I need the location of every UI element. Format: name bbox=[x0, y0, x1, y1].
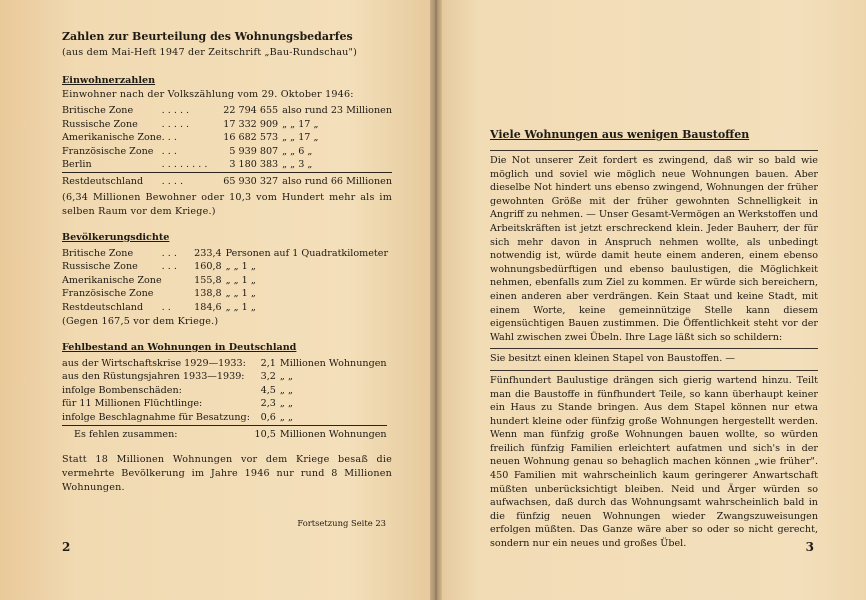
dichte-heading: Bevölkerungsdichte bbox=[62, 231, 170, 243]
shortage-value: 10,5 bbox=[250, 425, 280, 441]
table-row bbox=[62, 287, 388, 301]
rounded-note: „ „ 6 „ bbox=[282, 145, 313, 157]
table-row bbox=[62, 357, 387, 371]
rounded-note: also rund 66 Millionen bbox=[282, 172, 392, 188]
fehlbestand-heading: Fehlbestand an Wohnungen in Deutschland bbox=[62, 341, 297, 353]
rounded-note: also rund 23 Millionen bbox=[282, 105, 392, 116]
rounded-note: „ „ 3 „ bbox=[282, 159, 313, 171]
zone-label: Französische Zone bbox=[62, 288, 154, 300]
rounded-note: „ „ 17 „ bbox=[282, 118, 319, 130]
zone-label: Britische Zone bbox=[62, 105, 134, 116]
paragraph: Die Not unserer Zeit fordert es zwingend, daß wir so bald wie möglich und soviel wie möglich neue Wohnungen bauen. Aber dieselbe Not hindert uns ebenso zwingend, Wohnungen der früher gewohnten Größe mit der früher gewohnten Schnelligkeit in Angriff zu nehmen. — Unser Gesamt-Vermögen an Werkstoffen und Arbeitskräften ist jetzt erschreckend klein. Jeder Bauherr, der für sich mehr davon in Anspruch nehmen wollte, als unbedingt notwendig ist, würde damit heute einem anderen, einem ebenso wohnungsbedürftigen und ebenso baulustigen, die Möglichkeit nehmen, ebenfalls zum Ziel zu kommen. Er würde sich bereichern, einen anderen aber verdrängen. Kein Staat und keine Stadt, mit einem Worte, keine gemeinnützige Stelle kann diesem eigensüchtigen Bauen zustimmen. Die Öffentlichkeit steht vor der Wahl zwischen zwei Übeln. Ihre Lage läßt sich so schildern: bbox=[490, 150, 818, 344]
density-value: 233,4 bbox=[194, 247, 222, 259]
zone-label: Amerikanische Zone bbox=[62, 132, 162, 144]
density-note: „ „ 1 „ bbox=[225, 288, 256, 300]
shortage-value: 3,2 bbox=[260, 371, 276, 383]
density-value: 138,8 bbox=[194, 288, 222, 300]
table-row bbox=[62, 411, 387, 425]
table-row bbox=[62, 370, 387, 384]
shortage-note: „ „ bbox=[279, 384, 293, 396]
table-row bbox=[62, 397, 387, 411]
zone-label: Russische Zone bbox=[62, 261, 138, 273]
density-note: „ „ 1 „ bbox=[225, 274, 256, 286]
dots: . . . . . bbox=[161, 105, 190, 116]
zone-label: Französische Zone bbox=[62, 145, 154, 157]
shortage-note: Millionen Wohnungen bbox=[279, 357, 387, 369]
table-row bbox=[62, 274, 388, 288]
table-row bbox=[62, 301, 388, 315]
dots bbox=[162, 274, 190, 288]
shortage-label: aus den Rüstungsjahren 1933—1939: bbox=[62, 371, 245, 383]
table-row bbox=[62, 260, 388, 274]
dichte-table bbox=[62, 247, 388, 315]
einwohner-remark: (6,34 Millionen Bewohner oder 10,3 vom Hundert mehr als im selben Raum vor dem Kriege.) bbox=[62, 191, 392, 217]
fehlbestand-table bbox=[62, 357, 387, 442]
shortage-label: infolge Bombenschäden: bbox=[62, 384, 182, 396]
shortage-note: Millionen Wohnungen bbox=[280, 425, 387, 441]
dots: . . . . bbox=[162, 172, 221, 188]
dots: . . . bbox=[161, 261, 177, 273]
rounded-note: „ „ 17 „ bbox=[282, 132, 319, 144]
dots bbox=[162, 287, 190, 301]
right-page-title: Viele Wohnungen aus wenigen Baustoffen bbox=[490, 128, 750, 141]
einwohner-intro: Einwohner nach der Volkszählung vom 29. Oktober 1946: bbox=[62, 89, 354, 100]
zone-label: Amerikanische Zone bbox=[62, 274, 162, 286]
table-total-row bbox=[62, 425, 387, 441]
einwohner-heading: Einwohnerzahlen bbox=[62, 75, 156, 86]
right-page bbox=[436, 0, 866, 600]
table-row bbox=[62, 118, 392, 132]
shortage-value: 2,3 bbox=[260, 398, 276, 410]
dots: . . . bbox=[161, 247, 177, 259]
paragraph: Fünfhundert Baulustige drängen sich gierig wartend hinzu. Teilt man die Baustoffe in fünfhundert Teile, so kann überhaupt keiner ein Haus zu Stande bringen. Aus dem Stapel können nur etwa hundert kleine oder fünfzig große Wohnungen hergestellt werden. Wenn man fünfzig große Wohnungen bauen wollte, so würden freilich fünfzig Familien erleichtert aufatmen und sich's in der neuen Wohnung genau so behaglich machen können „wie früher". 450 Familien mit wahrscheinlich kaum geringerer Anwartschaft müßten unberücksichtigt bleiben. Neid und Ärger würden so aufwachsen, daß durch das Wohnungsamt wahrscheinlich bald in die fünfzig neuen Wohnungen wieder Zwangszuweisungen erfolgen müßten. Das Ganze wäre aber so oder so nicht gerecht, sondern nur ein neues und großes Übel. bbox=[490, 370, 818, 551]
shortage-label: infolge Beschlagnahme für Besatzung: bbox=[62, 411, 250, 423]
population-value: 3 180 383 bbox=[229, 159, 279, 171]
dots: . . . . . . . . bbox=[161, 159, 208, 171]
shortage-value: 0,6 bbox=[260, 411, 276, 423]
zone-label: Britische Zone bbox=[62, 247, 134, 259]
population-value: 5 939 807 bbox=[229, 145, 279, 157]
table-row bbox=[62, 104, 392, 118]
table-row bbox=[62, 145, 392, 159]
table-row bbox=[62, 247, 388, 261]
population-value: 16 682 573 bbox=[223, 132, 279, 144]
population-value: 65 930 327 bbox=[221, 172, 282, 188]
dichte-remark: (Gegen 167,5 vor dem Kriege.) bbox=[62, 315, 219, 327]
zone-label: Restdeutschland bbox=[62, 172, 162, 188]
density-value: 155,8 bbox=[194, 274, 222, 286]
einwohner-table bbox=[62, 104, 392, 189]
table-total-row bbox=[62, 172, 392, 188]
closing-text: Statt 18 Millionen Wohnungen vor dem Kriege besaß die vermehrte Bevölkerung im Jahre 1946 nur rund 8 Millionen Wohnungen. bbox=[62, 454, 392, 494]
density-value: 160,8 bbox=[194, 261, 222, 273]
zone-label: Restdeutschland bbox=[62, 301, 144, 313]
dots: . . bbox=[161, 301, 171, 313]
shortage-value: 2,1 bbox=[260, 357, 276, 369]
shortage-label: für 11 Millionen Flüchtlinge: bbox=[62, 398, 203, 410]
dots: . . . bbox=[161, 132, 177, 144]
left-page-subtitle: (aus dem Mai-Heft 1947 der Zeitschrift „Bau-Rundschau") bbox=[62, 47, 358, 58]
population-value: 22 794 655 bbox=[223, 105, 279, 116]
shortage-note: „ „ bbox=[279, 411, 293, 423]
density-note: „ „ 1 „ bbox=[225, 261, 256, 273]
paragraph: Sie besitzt einen kleinen Stapel von Baustoffen. — bbox=[490, 348, 818, 366]
dots: . . . . . bbox=[161, 118, 190, 130]
shortage-note: „ „ bbox=[279, 371, 293, 383]
shortage-note: „ „ bbox=[279, 398, 293, 410]
density-value: 184,6 bbox=[194, 301, 222, 313]
dots: . . . bbox=[161, 145, 177, 157]
continuation-note: Fortsetzung Seite 23 bbox=[297, 518, 386, 528]
shortage-value: 4,5 bbox=[260, 384, 276, 396]
zone-label: Russische Zone bbox=[62, 118, 138, 130]
table-row bbox=[62, 131, 392, 145]
book-gutter bbox=[430, 0, 442, 600]
population-value: 17 332 909 bbox=[223, 118, 279, 130]
density-note: „ „ 1 „ bbox=[225, 301, 256, 313]
left-page-title: Zahlen zur Beurteilung des Wohnungsbedarfes bbox=[62, 30, 353, 43]
density-note: Personen auf 1 Quadratkilometer bbox=[225, 247, 389, 259]
page-number: 2 bbox=[62, 540, 71, 554]
shortage-label: aus der Wirtschaftskrise 1929—1933: bbox=[62, 357, 246, 369]
zone-label: Berlin bbox=[62, 159, 92, 171]
page-number: 3 bbox=[805, 540, 814, 554]
shortage-label: Es fehlen zusammen: bbox=[62, 425, 250, 441]
table-row bbox=[62, 384, 387, 398]
table-row bbox=[62, 158, 392, 172]
